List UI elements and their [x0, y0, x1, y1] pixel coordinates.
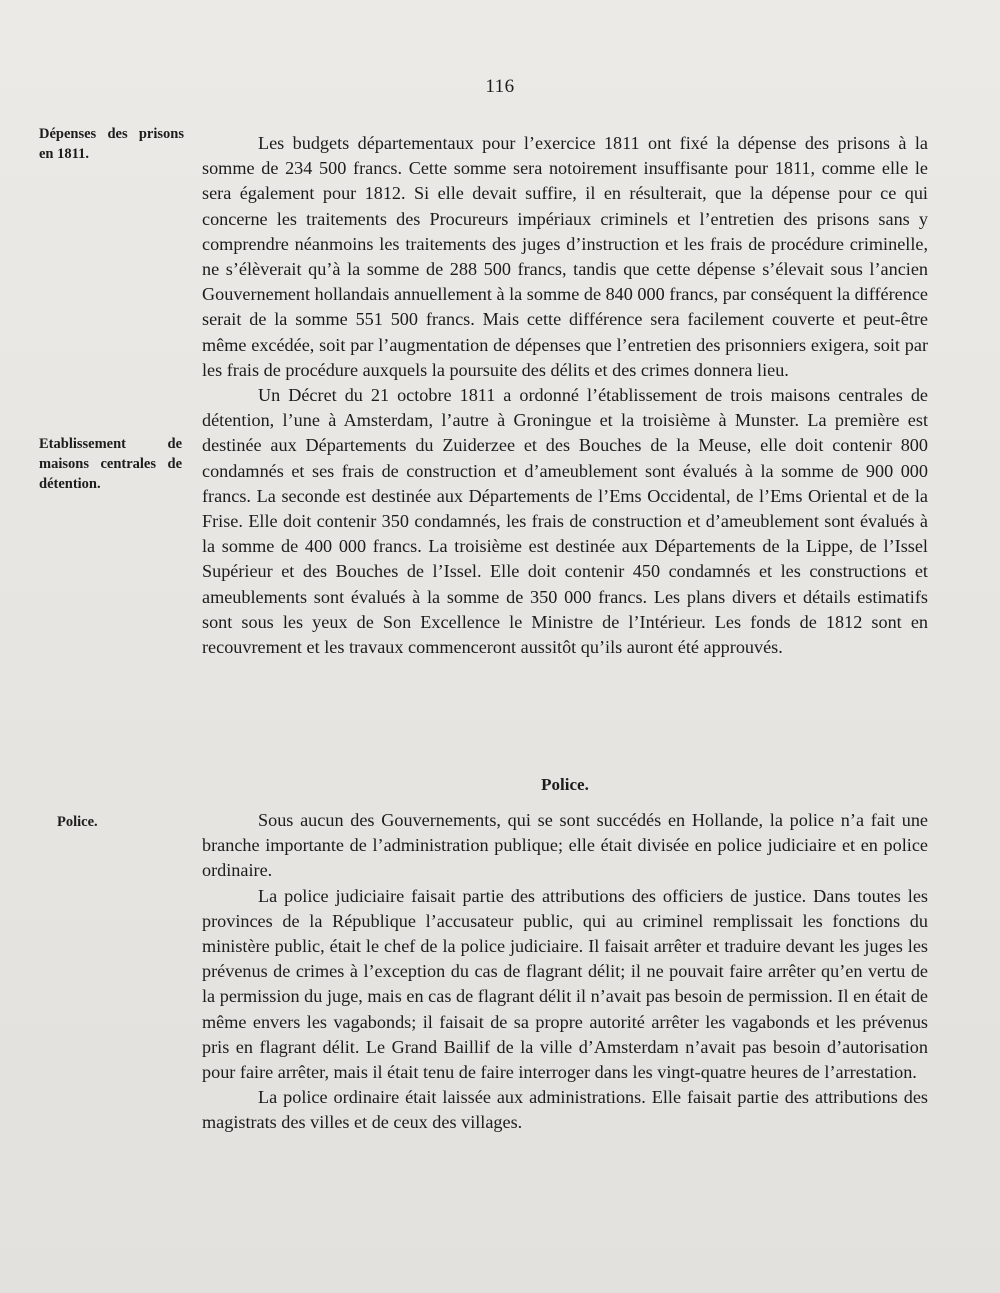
body-block-prisons	[202, 131, 928, 660]
paragraph-police-intro: Sous aucun des Gouvernements, qui se sont succédés en Hollande, la police n’a fait une branche importante de l’administration publique; elle était divisée en police judiciaire et en police ordinaire.	[202, 810, 928, 881]
paragraph-decret: Un Décret du 21 octobre 1811 a ordonné l’établissement de trois maisons centrales de détention, l’une à Amsterdam, l’autre à Groningue et la troisième à Munster. La première est destinée aux Départements du Zuiderzee et des Bouches de la Meuse, elle doit contenir 800 condamnés et ses frais de construction et d’ameublement sont évalués à la somme de 900 000 francs. La seconde est destinée aux Départements de l’Ems Occidental, de l’Ems Oriental et de la Frise. Elle doit contenir 350 condamnés, les frais de construction et d’ameublement sont évalués à la somme de 400 000 francs. La troisième est destinée aux Départements de la Lippe, de l’Issel Supérieur et des Bouches de l’Issel. Elle doit contenir 450 condamnés et les constructions et ameublements sont évalués à la somme de 350 000 francs. Les plans divers et détails estimatifs sont sous les yeux de Son Excellence le Ministre de l’Intérieur. Les fonds de 1812 sont en recouvrement et les travaux commenceront aussitôt qu’ils auront été approuvés.	[202, 385, 928, 658]
paragraph-police-judiciaire: La police judiciaire faisait partie des attributions des officiers de justice. Dans toutes les provinces de la République l’accusateur public, qui au criminel remplissait les fonctions du ministère public, était le chef de la police judiciaire. Il faisait arrêter et traduire devant les juges les prévenus de crimes à l’exception du cas de flagrant délit; il ne pouvait faire arrêter qu’en vertu de la permission du juge, mais en cas de flagrant délit il n’avait pas besoin de permission. Il en était de même envers les vagabonds; il faisait de sa propre autorité arrêter les vagabonds et les prévenus pris en flagrant délit. Le Grand Baillif de la ville d’Amsterdam n’avait pas besoin d’autorisation pour faire arrêter, mais il était tenu de faire interroger dans les vingt-quatre heures de l’arrestation.	[202, 885, 928, 1083]
page-number: 116	[485, 76, 515, 97]
margin-note-police: Police.	[57, 814, 98, 830]
margin-note-depenses: Dépenses des prisons en 1811.	[39, 126, 184, 162]
paragraph-police-ordinaire: La police ordinaire était laissée aux administrations. Elle faisait partie des attributions des magistrats des villes et de ceux des villages.	[202, 1087, 928, 1133]
body-block-police	[202, 808, 928, 1136]
margin-note-etablissement: Etablissement de maisons centrales de détention.	[39, 436, 182, 492]
paragraph-depenses: Les budgets départementaux pour l’exercice 1811 ont fixé la dépense des prisons à la somme de 234 500 francs. Cette somme sera notoirement insuffisante pour 1811, comme elle le sera également pour 1812. Si elle devait suffire, il en résulterait, que la dépense pour ce qui concerne les traitements des Procureurs impériaux criminels et l’entretien des prisons sans y comprendre néanmoins les traitements des juges d’instruction et les frais de procédure criminelle, ne s’élèverait qu’à la somme de 288 500 francs, tandis que cette dépense s’élevait sous l’ancien Gouvernement hollandais annuellement à la somme de 840 000 francs, par conséquent la différence serait de la somme 551 500 francs. Mais cette différence sera facilement couverte et peut-être même excédée, soit par l’augmentation de dépenses que l’entretien des prisonniers exigera, soit par les frais de procédure auxquels la poursuite des délits et des crimes donnera lieu.	[202, 133, 928, 380]
section-heading-police: Police.	[541, 775, 589, 794]
